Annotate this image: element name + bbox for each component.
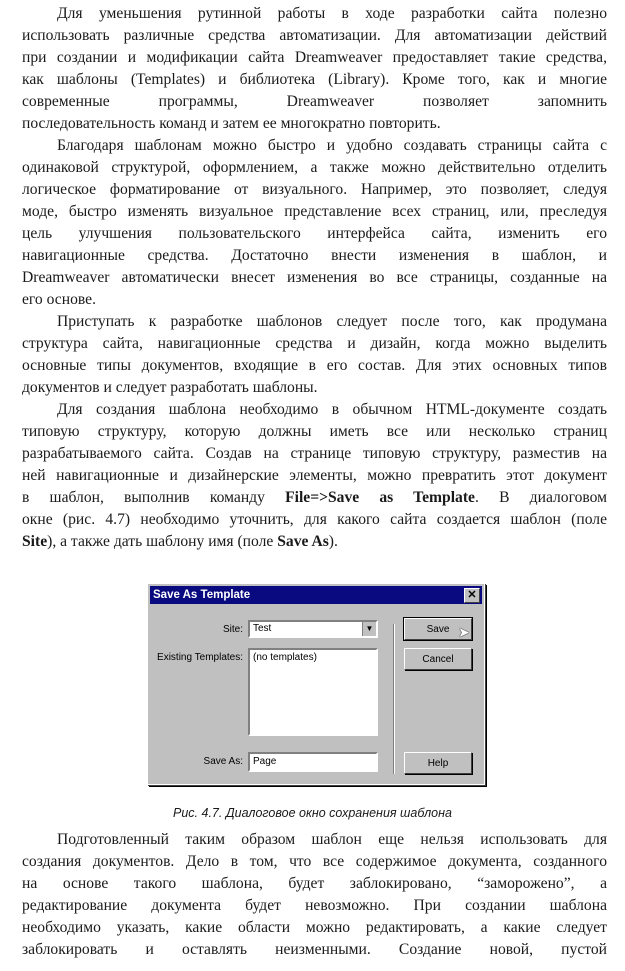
text-line: Dreamweaver автоматически внесет изменения во все страницы, созданные на	[22, 269, 607, 286]
text-line: заблокировать и оставлять неизменными. Создание новой, пустой	[22, 941, 607, 958]
help-button[interactable]: Help	[404, 752, 472, 774]
text-line: на основе такого шаблона, будет заблокировано, “заморожено”, а	[22, 875, 607, 892]
text-line: создания документов. Дело в том, что все содержимое документа, созданного	[22, 853, 607, 870]
text-line: логическое форматирование от визуального. Например, это позволяет, следуя	[22, 181, 607, 198]
existing-templates-list[interactable]	[248, 648, 378, 736]
field-name-save-as: Save As	[277, 533, 329, 550]
text-line	[22, 532, 607, 552]
save-as-template-dialog	[147, 583, 485, 785]
text-segment: в шаблон, выполнив команду	[22, 489, 286, 506]
text-line: современные программы, Dreamweaver позволяет запомнить	[22, 93, 607, 110]
text-line: окне (рис. 4.7) необходимо уточнить, для какого сайта создается шаблон (поле	[22, 511, 607, 528]
text-line: редактирование документа будет невозможно. При создании шаблона	[22, 897, 607, 914]
text-line: Приступать к разработке шаблонов следует после того, как продумана	[57, 313, 607, 330]
text-segment: . В диалоговом	[474, 489, 608, 506]
save-as-label: Save As:	[203, 756, 243, 767]
text-line: Подготовленный таким образом шаблон еще нельзя использовать для	[57, 831, 607, 848]
text-line: как шаблоны (Templates) и библиотека (Library). Кроме того, как и многие	[22, 71, 607, 88]
site-select[interactable]	[248, 620, 378, 638]
text-line: при создании и модификации сайта Dreamweaver предоставляет такие средства,	[22, 49, 607, 66]
text-line: документов и следует разработать шаблоны.	[22, 379, 318, 396]
figure-caption: Рис. 4.7. Диалоговое окно сохранения шаблона	[173, 806, 452, 820]
text-line: использовать различные средства автоматизации. Для автоматизации действий	[22, 27, 607, 44]
text-line: навигационные средства. Достаточно внести изменения в шаблон, и	[22, 247, 607, 264]
divider	[393, 624, 395, 774]
text-line: последовательность команд и затем ее многократно повторить.	[22, 115, 441, 132]
text-line: ней навигационные и дизайнерские элементы, можно превратить этот документ	[22, 467, 607, 484]
dialog-title: Save As Template	[153, 589, 251, 601]
text-line: одинаковой структурой, оформлением, а также можно действительно отделить	[22, 159, 607, 176]
cancel-button[interactable]: Cancel	[404, 648, 472, 670]
text-line: основные типы документов, входящие в его состав. Для этих основных типов	[22, 357, 607, 374]
site-value: Test	[253, 623, 272, 634]
text-line: цель улучшения пользовательского интерфейса сайта, изменить его	[22, 225, 607, 242]
text-line: типовую структуру, которую должны иметь все или несколько страниц	[22, 423, 607, 440]
chevron-down-icon[interactable]: ▼	[362, 622, 376, 636]
text-line: Для создания шаблона необходимо в обычном HTML-документе создать	[57, 401, 607, 418]
mouse-pointer-icon: ➤	[458, 624, 470, 640]
existing-templates-label: Existing Templates:	[157, 652, 243, 663]
text-line: его основе.	[22, 291, 96, 308]
text-line: Для уменьшения рутинной работы в ходе разработки сайта полезно	[57, 5, 607, 22]
site-label: Site:	[222, 624, 243, 635]
text-line: моде, быстро изменять визуальное представление всех страниц, или, преследуя	[22, 203, 607, 220]
text-segment: ).	[328, 533, 338, 550]
close-icon[interactable]: ✕	[464, 588, 480, 603]
text-line	[22, 488, 607, 508]
text-line: Благодаря шаблонам можно быстро и удобно создавать страницы сайта с	[57, 137, 607, 154]
text-line: структура сайта, навигационные средства и дизайн, когда можно выделить	[22, 335, 607, 352]
field-name-site: Site	[22, 533, 48, 550]
command-name: File=>Save as Template	[285, 489, 475, 506]
text-segment: ), а также дать шаблону имя (поле	[47, 533, 278, 550]
save-as-input[interactable]: Page	[248, 752, 378, 772]
save-button[interactable]: Save	[404, 618, 472, 640]
dialog-title-bar	[150, 586, 482, 604]
list-item[interactable]: (no templates)	[253, 652, 317, 663]
text-line: разрабатываемого сайта. Создав на странице типовую структуру, разместив на	[22, 445, 607, 462]
text-line: необходимо указать, какие области можно редактировать, а какие следует	[22, 919, 607, 936]
